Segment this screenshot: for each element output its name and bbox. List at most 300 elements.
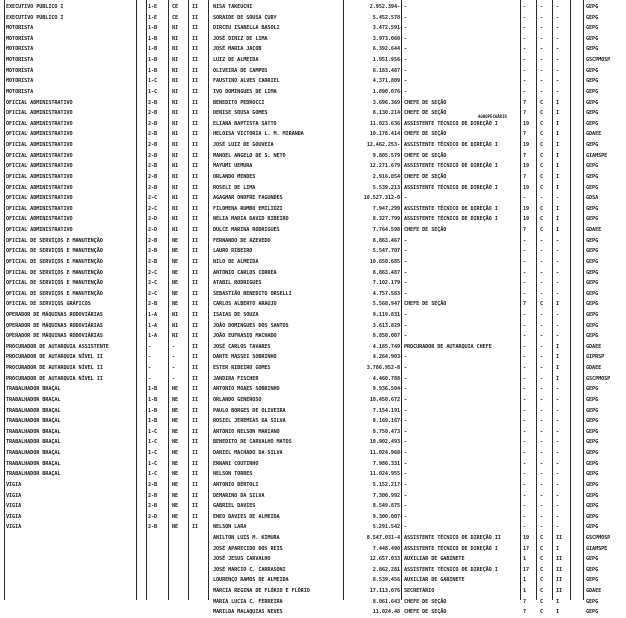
cell-valor: 8.547.031-4 [366,535,400,541]
cell-ref [192,554,200,565]
cell-ref: II [192,110,199,117]
cell-r2: - [540,418,544,425]
cell-r3: - [556,67,560,74]
cell-funcao: - [404,35,408,42]
cell-r1: - [523,311,527,318]
cell-nivel: NE [172,492,179,499]
cell-nivel [172,565,184,576]
cell-orgao: GEPG [586,481,599,488]
cell-r3: - [556,513,560,520]
table-row [0,140,626,151]
cell-r3: - [556,481,560,488]
cell-orgao: GEPG [586,333,599,340]
cell-funcao: - [404,524,408,531]
cell-funcao: ASSISTENTE TÉCNICO DE DIREÇÃO I [404,545,498,552]
table-row [0,44,626,55]
cell-nome: LOURENÇO RAMOS DE ALMEIDA [213,577,289,584]
cell-funcao: ASSISTENTE TÉCNICO DE DIREÇÃO I [404,142,498,149]
cell-orgao: GEPG [586,237,599,244]
cell-valor: 3.696.369 [372,99,400,106]
cell-r2: - [540,290,544,297]
cell-r2: - [540,492,544,499]
table-row [0,480,626,491]
table-row [0,257,626,268]
cell-classe [148,586,162,597]
cell-ref: II [192,280,199,287]
cell-classe: - [148,343,152,350]
cell-ref: II [192,343,199,350]
cell-orgao: GEPG [586,120,599,127]
cell-classe: 2-C [148,280,158,287]
cell-r2: C [540,131,544,138]
cell-r1: 7 [523,110,527,117]
cell-ref [192,597,200,608]
cell-orgao: GEPG [586,99,599,106]
cell-nivel [172,586,184,597]
cell-ref: II [192,57,199,64]
cell-cargo: OFICIAL ADMINISTRATIVO [6,142,73,149]
cell-r1: - [523,354,527,361]
cell-nome: SORAIDE DE SOUSA CURY [213,14,277,21]
cell-valor: 10.178.414 [369,131,400,138]
cell-r1: 19 [523,120,530,127]
cell-nivel [172,554,184,565]
cell-nome: FILOMENA RUMBO EMILIOZI [213,205,283,212]
cell-valor: 4.264.903 [372,354,400,361]
cell-r1: - [523,195,527,202]
cell-classe: 2-B [148,503,158,510]
cell-classe: - [148,375,152,382]
cell-r3: I [556,173,560,180]
table-row [0,225,626,236]
cell-nome: JOSÉ MARCIO C. CARRASONI [213,566,286,573]
cell-valor: 10.650.685 [369,258,400,265]
cell-nivel [172,575,184,586]
cell-r3: I [556,545,560,552]
cell-classe [148,607,162,618]
cell-r3: - [556,4,560,10]
cell-nome: PAULO BORGES DE OLIVEIRA [213,407,286,414]
cell-r1: 7 [523,99,527,106]
table-row [0,406,626,417]
cell-orgao: GSCPMOSP [586,375,611,382]
cell-r1: - [523,450,527,457]
cell-ref: II [192,131,199,138]
cell-cargo: OFICIAL ADMINISTRATIVO [6,173,73,180]
cell-nivel: NI [172,78,179,85]
cell-ref: II [192,513,199,520]
cell-nivel: NE [172,280,179,287]
cell-nome: ROSIEL JEREMIAS DA SILVA [213,418,286,425]
cell-nome: JOSÉ JESUS CARVALHO [213,556,271,563]
cell-classe: 2-C [148,290,158,297]
cell-orgao: GEPG [586,142,599,149]
cell-r3: II [556,535,563,541]
cell-valor: 11.023.636 [369,120,400,127]
cell-cargo [6,544,134,555]
cell-classe: 2-B [148,173,158,180]
cell-classe: 2-B [148,237,158,244]
table-row [0,331,626,342]
cell-valor: 8.750.473 [372,428,400,435]
cell-funcao: - [404,248,408,255]
cell-r1: 1 [523,577,527,584]
cell-nome: DIRCEU ISABELLA BASOLI [213,25,280,32]
cell-nivel: NI [172,195,179,202]
cell-orgao: GEPG [586,78,599,85]
cell-valor: 5.547.707 [372,248,400,255]
cell-r2: C [540,184,544,191]
cell-r1: 1 [523,588,527,595]
table-row [0,2,626,13]
cell-valor: 8.863.467 [372,237,400,244]
cell-r3: - [556,428,560,435]
cell-nivel: NE [172,450,179,457]
cell-funcao: - [404,46,408,53]
cell-funcao: - [404,57,408,64]
cell-classe: 1-B [148,46,158,53]
cell-r3: - [556,396,560,403]
table-row [0,342,626,353]
cell-nome: JOÃO EUFRASIO MACHADO [213,333,277,340]
cell-cargo [6,597,134,608]
cell-ref: II [192,396,199,403]
cell-nivel: NE [172,481,179,488]
cell-cargo: OFICIAL ADMINISTRATIVO [6,195,73,202]
cell-r3: - [556,407,560,414]
cell-ref: II [192,248,199,255]
cell-r2: - [540,311,544,318]
cell-cargo [6,533,134,544]
table-row [0,491,626,502]
cell-r1: 7 [523,598,527,605]
cell-orgao: GEPG [586,248,599,255]
table-row [0,554,626,565]
cell-orgao: GIPRSP [586,354,605,361]
cell-r3: I [556,131,560,138]
cell-nome: ORLANDO MENDES [213,173,256,180]
cell-ref: II [192,258,199,265]
cell-nivel: - [172,354,176,361]
cell-cargo: VIGIA [6,492,22,499]
table-row [0,607,626,618]
cell-cargo: MOTORISTA [6,88,34,95]
cell-r2: C [540,99,544,106]
cell-nivel: NI [172,152,179,159]
cell-nivel: NE [172,386,179,393]
cell-classe: 2-C [148,205,158,212]
cell-valor: 5.539.213 [372,184,400,191]
cell-classe: 2-B [148,492,158,499]
cell-r2: - [540,343,544,350]
cell-r3: I [556,216,560,223]
cell-valor: 5.152.217 [372,481,400,488]
cell-nome: ANILTON LUIS M. KIMURA [213,535,280,541]
cell-r3: - [556,524,560,531]
cell-orgao: GEPG [586,67,599,74]
cell-valor: 8.130.214 [372,110,400,117]
cell-r3: I [556,205,560,212]
cell-valor: 8.850.007 [372,333,400,340]
cell-ref: II [192,25,199,32]
table-row [0,597,626,608]
cell-ref: II [192,216,199,223]
cell-nivel: NE [172,503,179,510]
cell-valor: 7.947.299 [372,205,400,212]
cell-r2: C [540,152,544,159]
cell-valor: 12.271.679 [369,163,400,170]
cell-nivel: NI [172,57,179,64]
cell-nivel: NI [172,322,179,329]
cell-r1: - [523,513,527,520]
cell-funcao: ASSISTENTE TÉCNICO DE DIREÇÃO I [404,216,498,223]
cell-classe: 1-C [148,450,158,457]
table-row [0,459,626,470]
cell-orgao: GDAEE [586,227,602,234]
cell-funcao: CHEFE DE SEÇÃO [404,301,447,308]
cell-r1: - [523,290,527,297]
cell-ref: II [192,163,199,170]
cell-cargo: VIGIA [6,481,22,488]
cell-orgao: GEPG [586,290,599,297]
cell-classe: 1-C [148,428,158,435]
cell-r1: - [523,428,527,435]
cell-r2: - [540,354,544,361]
cell-orgao: GEPG [586,556,599,563]
cell-classe [148,597,162,608]
cell-valor: 9.805.579 [372,152,400,159]
cell-r2: - [540,248,544,255]
cell-r3: I [556,598,560,605]
cell-nome: DANIEL MACHADO DA SILVA [213,450,283,457]
cell-classe: 2-B [148,524,158,531]
cell-orgao: GEPG [586,173,599,180]
cell-valor: 4.460.788 [372,375,400,382]
cell-r3: - [556,25,560,32]
table-row [0,448,626,459]
table-row [0,236,626,247]
cell-nivel: NE [172,407,179,414]
cell-valor: 8.169.167 [372,418,400,425]
cell-nivel: NI [172,110,179,117]
cell-r2: - [540,14,544,21]
cell-ref: II [192,237,199,244]
cell-nome: HELOISA VICTORIA L. M. MIRANDA [213,131,304,138]
cell-nome: LAURO RIBEIRO [213,248,253,255]
cell-nivel: NI [172,131,179,138]
cell-r3: I [556,142,560,149]
cell-nome: FAUSTINO ALVES CARRIEL [213,78,280,85]
cell-funcao: ASSISTENTE TÉCNICO DE DIREÇÃO I [404,184,498,191]
table-row [0,193,626,204]
cell-cargo: VIGIA [6,513,22,520]
cell-ref: II [192,503,199,510]
cell-classe: 1-C [148,439,158,446]
cell-r2: C [540,535,544,541]
cell-nivel: NI [172,216,179,223]
cell-nivel: NE [172,269,179,276]
cell-valor: 8.061.643 [372,598,400,605]
cell-cargo: OPERADOR DE MÁQUINAS RODOVIÁRIAS [6,322,103,329]
cell-funcao: - [404,322,408,329]
cell-cargo: EXECUTIVO PÚBLICO I [6,4,64,10]
cell-nivel: NE [172,396,179,403]
cell-r1: - [523,4,527,10]
table-row [0,575,626,586]
cell-cargo: MOTORISTA [6,67,34,74]
cell-nome: ELIANA BAPTISTA SATTO [213,120,277,127]
cell-orgao: GDAEE [586,588,602,595]
cell-r3: - [556,14,560,21]
cell-orgao: GEPG [586,280,599,287]
cell-funcao: CHEFE DE SEÇÃO [404,110,447,117]
cell-nome: ANTONIO CARLOS CORREA [213,269,277,276]
cell-cargo: PROCURADOR DE AUTARQUIA NÍVEL II [6,365,103,372]
table-row [0,161,626,172]
cell-orgao: GEPG [586,566,599,573]
table-row [0,34,626,45]
cell-nome: MARIA LUCIA C. FERREIRA [213,598,283,605]
cell-valor: 9.119.831 [372,311,400,318]
cell-funcao: - [404,4,408,10]
cell-classe: 2-B [148,131,158,138]
cell-r3: I [556,365,560,372]
cell-classe: 1-B [148,67,158,74]
cell-cargo: TRABALHADOR BRAÇAL [6,396,61,403]
cell-orgao: GDSA [586,195,599,202]
cell-r1: - [523,67,527,74]
cell-cargo: VIGIA [6,524,22,531]
table-row [0,108,626,119]
cell-r2: - [540,237,544,244]
cell-nome: DULCE MARINA RODRIGUES [213,227,280,234]
cell-nome: JOÃO DOMINGUES DOS SANTOS [213,322,289,329]
cell-nivel: NI [172,88,179,95]
cell-r1: - [523,25,527,32]
cell-valor: 2.862.281 [372,566,400,573]
cell-nivel: NI [172,163,179,170]
cell-nivel [172,533,184,544]
cell-funcao: - [404,481,408,488]
cell-ref: II [192,418,199,425]
cell-r2: - [540,280,544,287]
table-row [0,427,626,438]
cell-classe: 2-B [148,142,158,149]
cell-nome: NELSON TORRES [213,471,253,478]
cell-r1: - [523,481,527,488]
cell-r3: I [556,152,560,159]
cell-cargo: OFICIAL ADMINISTRATIVO [6,216,73,223]
cell-funcao: - [404,269,408,276]
cell-valor: 5.568.947 [372,301,400,308]
cell-ref: II [192,386,199,393]
cell-classe [148,565,162,576]
cell-ref: II [192,439,199,446]
cell-classe: 2-B [148,163,158,170]
cell-ref: II [192,205,199,212]
cell-cargo: MOTORISTA [6,25,34,32]
cell-funcao: - [404,492,408,499]
cell-orgao: GEPG [586,35,599,42]
cell-orgao: GDAEE [586,365,602,372]
cell-r3: - [556,503,560,510]
cell-cargo: TRABALHADOR BRAÇAL [6,439,61,446]
cell-nome: CARLOS ALBERTO ARAÚJO [213,301,277,308]
cell-orgao: GIAMSPE [586,545,608,552]
cell-classe: 1-B [148,25,158,32]
cell-cargo [6,565,134,576]
cell-funcao: - [404,503,408,510]
cell-classe: 2-B [148,258,158,265]
cell-funcao: CHEFE DE SEÇÃO [404,173,447,180]
cell-classe: 1-B [148,386,158,393]
cell-nome: ANTONIO NELSON MARIANO [213,428,280,435]
cell-orgao: GDAEE [586,343,602,350]
cell-ref: II [192,460,199,467]
table-row [0,395,626,406]
cell-r2: - [540,78,544,85]
cell-r1: 19 [523,184,530,191]
cell-nivel: - [172,375,176,382]
cell-orgao: GEPG [586,492,599,499]
cell-cargo: OFICIAL ADMINISTRATIVO [6,205,73,212]
cell-r1: 19 [523,216,530,223]
table-row [0,352,626,363]
cell-nivel: - [172,343,176,350]
cell-r1: - [523,365,527,372]
cell-valor: 3.472.591 [372,25,400,32]
cell-orgao: GEPG [586,418,599,425]
cell-orgao: GEPG [586,205,599,212]
cell-valor: 10.527.312-0 [363,195,400,202]
cell-valor: 10.450.672 [369,396,400,403]
cell-nivel: CE [172,4,179,10]
cell-nome: MAYUMI UEMURA [213,163,253,170]
cell-valor: 8.549.875 [372,503,400,510]
cell-r1: 7 [523,131,527,138]
table-row [0,416,626,427]
cell-nome: NILO DE ALMEIDA [213,258,259,265]
cell-nivel: NI [172,227,179,234]
cell-r1: 19 [523,205,530,212]
cell-r2: - [540,450,544,457]
cell-nivel: NI [172,173,179,180]
cell-nome: NELSON LARA [213,524,247,531]
margin-annotation: AGROPECUÁRIO [478,114,507,119]
cell-r2: - [540,46,544,53]
cell-nome: JOSÉ DINIZ DE LIMA [213,35,268,42]
cell-cargo: OFICIAL ADMINISTRATIVO [6,227,73,234]
cell-classe: 1-E [148,14,158,21]
cell-nivel [172,607,184,618]
cell-funcao: CHEFE DE SEÇÃO [404,598,447,605]
cell-r2: - [540,524,544,531]
cell-orgao: GEPG [586,396,599,403]
table-row [0,204,626,215]
cell-nivel: NE [172,513,179,520]
table-row [0,512,626,523]
cell-funcao: CHEFE DE SEÇÃO [404,609,447,616]
cell-orgao: GEPG [586,598,599,605]
table-row [0,268,626,279]
cell-r2: C [540,227,544,234]
cell-valor: 6.392.644 [372,46,400,53]
table-row [0,119,626,130]
cell-r2: C [540,598,544,605]
cell-cargo: OFICIAL ADMINISTRATIVO [6,131,73,138]
cell-classe: 1-A [148,333,158,340]
cell-valor: 4.185.749 [372,343,400,350]
